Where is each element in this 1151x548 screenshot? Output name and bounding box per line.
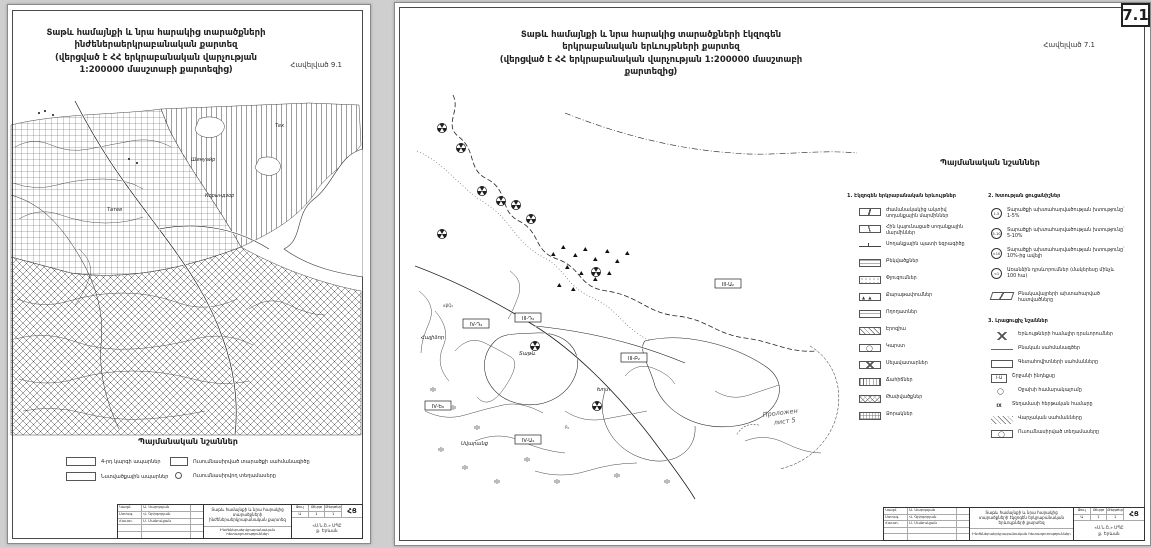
stamp-row (884, 521, 969, 528)
right-legend (845, 158, 1141, 468)
stamp-company (292, 518, 362, 538)
erosion-symbol (859, 327, 881, 335)
place-label: Տաթև (519, 351, 536, 357)
stamp-row (884, 508, 969, 515)
stamp-role: Ստուգ. (118, 512, 142, 518)
geology-label: αβQ₂ (443, 303, 453, 308)
sheet-left (7, 4, 371, 544)
stamp-right (292, 505, 362, 538)
right-appendix-label: Հավելված 7.1 (1043, 41, 1095, 49)
collapse-symbol (859, 276, 881, 284)
legend-label: Կարստ (886, 344, 905, 349)
legend-label: Փլուզումներ (886, 276, 917, 281)
legend-label: 4-րդ կարգի ապարներ (101, 458, 161, 465)
legend-item (859, 259, 1004, 267)
legend-label: Երևույթների համալիր դրսևորումներ (1018, 332, 1113, 337)
place-label: Խոտ (597, 387, 611, 393)
stamp-sign (957, 521, 969, 527)
stage-column (1074, 508, 1091, 520)
rockfall-triangle-symbols (551, 245, 630, 291)
stage-header: Փուլ (292, 505, 308, 512)
legend-item (991, 228, 1125, 240)
title-line: Տաթև համայնքի և նրա հարակից տարածքների էկզոգեն (520, 30, 782, 40)
complex-phenomena-symbol (991, 332, 1013, 340)
stamp-subtitle: Ինժեներաերկրաբանական հետազոտություններ (972, 531, 1071, 537)
floodplain-symbol (859, 310, 881, 318)
legend-label: Ձորակներ (886, 412, 913, 417)
legend-label: Տեղամասի հերթական համարը (1012, 402, 1093, 407)
right-legend-header: Պայմանական նշաններ (940, 158, 1040, 167)
title-line: քարտեզից) (624, 66, 678, 77)
stamp-subtitle: Ինժեներաերկրաբանական հետազոտություններ (220, 526, 275, 537)
density-circle-5-10: 5-10 (991, 228, 1002, 239)
legend-item (991, 388, 1136, 396)
stage-value: Ա (298, 510, 302, 516)
map-annotation (734, 407, 799, 435)
stamp-sign (191, 512, 203, 518)
legend-label: Ժամանակակից ակտիվ սողանքային մարմիններ (886, 208, 949, 219)
legend-label: Ուսումնասիրվող տեղամասերը (193, 472, 276, 479)
legend-item (66, 457, 161, 466)
stamp-row (884, 515, 969, 522)
sheets-header: Թերթեր (325, 505, 341, 512)
stamp-row (118, 505, 203, 512)
place-label: Սվարանց (461, 441, 489, 447)
left-map (9, 99, 363, 437)
company-name: «Ս.Ն.Շ.» ՍՊԸ (312, 522, 342, 528)
title-line: երկրաբանական երևույթների քարտեզ (562, 42, 740, 53)
sheet-header: Թերթ (1091, 508, 1107, 515)
admin-boundary-symbol (991, 416, 1013, 424)
old-landslide-symbol (859, 225, 881, 233)
stage-header: Փուլ (1074, 508, 1090, 515)
stamp-row (118, 525, 203, 532)
legend-label: Ճահիճներ (886, 378, 913, 383)
stamp-center (204, 505, 292, 538)
company-city: ք. Երևան (1098, 530, 1120, 536)
legend-label: Քարաթափումներ (886, 293, 933, 298)
talus-symbol (859, 395, 881, 403)
title-line: 1:200000 մասշտաբի քարտեզից) (79, 64, 233, 75)
sheet-number-box: 7.1 (1121, 3, 1150, 27)
stamp-row (884, 534, 969, 540)
density-circle-single: <1 (991, 268, 1002, 279)
legend-item (991, 430, 1136, 438)
right-map-road (415, 266, 695, 499)
gully-symbol (859, 412, 881, 420)
legend-label: Բնակավայրերի ախտահարված հատվածները (1018, 292, 1100, 303)
stamp-sign (191, 505, 203, 511)
title-line: (վերցված է ՀՀ երկրաբանական վարչության (55, 52, 257, 63)
sheet-header: Թերթ (309, 505, 325, 512)
index-box-label: III-Բ₂ (628, 355, 640, 362)
legend-label: Բեկվածքներ (886, 259, 919, 264)
legend-label: Նստվածքային ապարներ (101, 473, 169, 480)
settlement-affected-symbol (990, 292, 1015, 300)
stamp-role: Ստուգ. (884, 515, 908, 521)
stamp-sign (191, 519, 203, 525)
legend-item (175, 472, 276, 479)
legend-label: Առանձին դրսևորումներ (մակերեսը մինչև 100 հա) (1007, 268, 1115, 279)
stamp-sign (957, 508, 969, 514)
legend-item (991, 248, 1125, 260)
stamp-name: Ս. Մանուկյան (908, 521, 957, 527)
legend-section-3: 3. Լրացուցիչ նշաններ (988, 318, 1048, 324)
legend-label: Տարածքի ախտահարվածության խտությունը՝ 5-10% (1007, 228, 1125, 239)
studied-site-symbol (991, 430, 1013, 438)
stamp-sign (957, 515, 969, 521)
legend-label: Սելավատարներ (886, 361, 928, 366)
sheets-header: Թերթեր (1107, 508, 1123, 515)
site-number-symbol: IX (991, 402, 1007, 411)
density-circle-10plus: >10 (991, 248, 1002, 259)
legend-item (991, 402, 1130, 411)
stage-column (292, 505, 309, 517)
right-title-block (883, 507, 1145, 541)
mudflow-symbol (859, 361, 881, 369)
stamp-role: Հաստ. (884, 521, 908, 527)
legend-item (859, 276, 1004, 284)
legend-item (66, 472, 168, 481)
stamp-row (118, 532, 203, 538)
stamp-name: Ա. Սարգսյան (908, 508, 957, 514)
rock-class-symbol (66, 457, 96, 466)
title-line: (վերցված է ՀՀ երկրաբանական վարչության 1:200000 մասշտաբի (499, 54, 803, 65)
stamp-center (970, 508, 1074, 540)
stamp-title: Տաթև համայնքի և նրա հարակից տարածքների էկզոգեն երկրաբանական երևույթների քարտեզ (970, 508, 1073, 529)
sheets-value: 1 (331, 510, 335, 516)
rockfall-symbol (859, 293, 881, 301)
stamp-role: Հաստ. (118, 519, 142, 525)
legend-section-2: 2. Խտության ցուցանիշներ (988, 193, 1061, 199)
marsh-symbols (431, 387, 669, 484)
stamp-title: Տաթև համայնքի և նրա հարակից տարածքների ինժեներաերկրաբանական քարտեզ (204, 505, 291, 527)
right-sheet-title (451, 29, 851, 78)
stamp-row (118, 512, 203, 519)
stamp-name: Վ. Գրիգորյան (908, 515, 957, 521)
sheet-value: 1 (315, 510, 318, 516)
place-label: Шинуайр (191, 157, 216, 163)
legend-item (859, 361, 1004, 369)
index-box-label: IV-Դ₄ (469, 321, 483, 328)
title-line: Տաթև համայնքի և նրա հարակից տարածքների (46, 28, 266, 38)
district-index-symbol: I-Ա (991, 374, 1007, 383)
format-mark: ՀՑ (347, 506, 357, 515)
index-box-label: IV-Ե₈ (431, 403, 445, 410)
legend-label: Տարածքի ախտահարվածության խտությունը՝ 1-5% (1007, 208, 1125, 219)
index-box-label: III-Դ₄ (522, 315, 534, 322)
legend-item (991, 374, 1130, 383)
sheet-right (394, 2, 1151, 546)
stamp-row (884, 528, 969, 535)
stamp-sheet-table (1074, 508, 1144, 521)
sheets-value: 1 (1113, 513, 1117, 519)
title-line: ինժեներաերկրաբանական քարտեզ (74, 40, 238, 51)
place-label: Тех (275, 123, 285, 129)
sheet-value: 1 (1097, 513, 1100, 519)
sheet-column (1091, 508, 1108, 520)
legend-item (991, 268, 1125, 280)
left-sheet-title (26, 27, 286, 76)
place-label: Հալիձոր (421, 335, 445, 341)
legend-label: Օջախի համարակալումը (1018, 388, 1082, 393)
legend-item (859, 208, 978, 220)
legend-item (859, 310, 1004, 318)
legend-item (859, 242, 978, 248)
stamp-name: Ա. Սարգսյան (142, 505, 191, 511)
left-legend-header: Պայմանական նշաններ (138, 437, 238, 446)
scarp-line-symbol (859, 242, 881, 247)
stamp-right (1074, 508, 1144, 540)
annotation-line: Проложен (762, 406, 799, 419)
legend-label: Շրջանի ինդեքսը (1012, 374, 1056, 379)
stamp-company (1074, 521, 1144, 540)
focus-numbering-symbol (991, 388, 1013, 396)
stamp-name: Վ. Գրիգորյան (142, 512, 191, 518)
legend-label: Բնական սահմանագծեր (1018, 346, 1080, 351)
site-circle-symbol (175, 472, 182, 479)
stage-value: Ա (1080, 513, 1084, 519)
karst-symbol (859, 344, 881, 352)
active-landslide-symbol (859, 208, 881, 216)
stamp-signatures (118, 505, 204, 538)
legend-item (170, 457, 310, 466)
place-label: Татев (107, 207, 123, 213)
legend-label: Ուսումնասիրված տեղամասերը (1018, 430, 1100, 435)
right-map (415, 91, 860, 506)
stamp-sheet-table (292, 505, 362, 518)
legend-item (859, 293, 1004, 301)
legend-item (859, 378, 1004, 386)
place-label: Корындзор (205, 193, 235, 199)
stamp-row (118, 519, 203, 526)
company-name: «Ս.Ն.Շ.» ՍՊԸ (1094, 525, 1124, 531)
legend-label: Էրոզիա (886, 327, 906, 332)
legend-label: Ուսումնասիրված տարածքի սահմանագիծը (193, 458, 310, 465)
legend-item (859, 327, 1004, 335)
legend-item (859, 344, 1004, 352)
legend-item (991, 208, 1125, 220)
valley-boundary-symbol (991, 360, 1013, 368)
legend-label: Տարածքի ախտահարվածության խտությունը՝ 10%-ից ավելի (1007, 248, 1125, 259)
natural-boundary-symbol (991, 346, 1013, 354)
format-mark: ՀՑ (1129, 509, 1139, 518)
landslide-pinwheel-symbols (436, 122, 601, 411)
legend-section-1: 1. Էկզոգեն երկրաբանական երևույթներ (847, 193, 956, 199)
fracture-symbol (859, 259, 881, 267)
left-title-block (117, 504, 363, 539)
index-box-label: III-Ա₂ (721, 281, 735, 288)
legend-item (859, 395, 1004, 403)
legend-label: Ողողատներ (886, 310, 918, 315)
legend-label: Թափվածքներ (886, 395, 923, 400)
left-appendix-label: Հավելված 9.1 (290, 61, 342, 69)
legend-item (859, 412, 1004, 420)
sedimentary-symbol (66, 472, 96, 481)
stamp-role: Կազմ. (118, 505, 142, 511)
legend-item (991, 292, 1136, 304)
legend-item (991, 416, 1136, 424)
geology-label: P₂ (565, 425, 570, 430)
index-box-label: IV-Ա₄ (521, 437, 535, 444)
legend-label: Գետահովիտների սահմանները (1018, 360, 1099, 365)
legend-item (991, 332, 1136, 340)
legend-item (991, 360, 1136, 368)
legend-label: Հին կայունացած սողանքային մարմիններ (886, 225, 964, 236)
annotation-line: лист 5 (773, 416, 797, 427)
right-map-place-labels (421, 303, 610, 447)
study-boundary-symbol (170, 457, 188, 466)
legend-item (859, 225, 978, 237)
legend-item (991, 346, 1136, 354)
stamp-signatures (884, 508, 970, 540)
legend-label: Վարչական սահմանները (1018, 416, 1082, 421)
stamp-role: Կազմ. (884, 508, 908, 514)
stamp-name: Ս. Մանուկյան (142, 519, 191, 525)
sheets-column (1107, 508, 1124, 520)
sheets-column (325, 505, 342, 517)
sheet-column (309, 505, 326, 517)
legend-label: Սողանքային պատի եզրագիծը (886, 242, 965, 247)
marsh-legend-symbol (859, 378, 881, 386)
density-circle-1-5: 1-5 (991, 208, 1002, 219)
company-city: ք. Երևան (316, 528, 338, 533)
